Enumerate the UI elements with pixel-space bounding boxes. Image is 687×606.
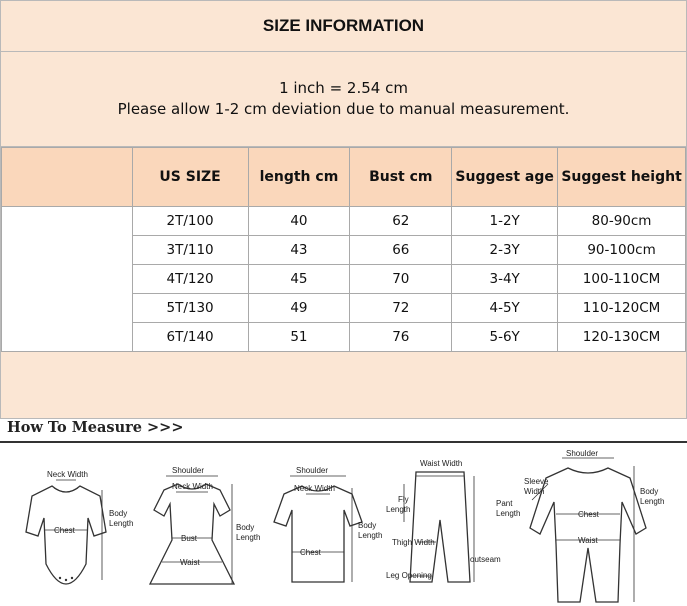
size-info-title: SIZE INFORMATION	[1, 1, 686, 52]
waist-label: Waist	[578, 536, 598, 545]
dress-illustration	[150, 466, 260, 584]
body-label: Body	[236, 523, 255, 532]
table-cell: 1-2Y	[452, 207, 558, 236]
body-label: Body	[640, 487, 659, 496]
neck-width-label: Neck Width	[47, 470, 88, 479]
table-cell: 4T/120	[132, 265, 248, 294]
table-cell: 5-6Y	[452, 323, 558, 352]
panel-footer-band	[1, 352, 686, 418]
table-cell: 3T/110	[132, 236, 248, 265]
table-cell: 66	[350, 236, 452, 265]
table-cell: 40	[248, 207, 350, 236]
shoulder-label: Shoulder	[172, 466, 205, 475]
length-label: Length	[236, 533, 261, 542]
waist-width-label: Waist Width	[420, 459, 463, 468]
pant-label: Pant	[496, 499, 513, 508]
romper-illustration	[26, 470, 133, 584]
table-cell: 51	[248, 323, 350, 352]
shoulder-label: Shoulder	[566, 449, 599, 458]
size-table	[1, 147, 686, 352]
neck-width-label: Neck Width	[294, 484, 335, 493]
table-cell: 120-130CM	[558, 323, 686, 352]
pants-illustration	[386, 459, 520, 582]
table-cell: 100-110CM	[558, 265, 686, 294]
table-cell: 72	[350, 294, 452, 323]
how-to-measure-illustrations	[0, 444, 687, 606]
leg-opening-label: Leg Opening	[386, 571, 432, 580]
inch-conversion-note: 1 inch = 2.54 cm	[279, 79, 408, 97]
how-to-measure-heading: How To Measure >>>	[7, 419, 184, 436]
table-cell: 70	[350, 265, 452, 294]
table-cell: 2T/100	[132, 207, 248, 236]
body-label: Body	[358, 521, 377, 530]
shoulder-label: Shoulder	[296, 466, 329, 475]
length-label: Length	[496, 509, 521, 518]
outseam-label: outseam	[470, 555, 501, 564]
measurement-notes	[1, 52, 686, 147]
table-cell: 76	[350, 323, 452, 352]
chest-label: Chest	[578, 510, 599, 519]
jumpsuit-illustration	[524, 449, 664, 602]
row-stub	[2, 207, 133, 352]
tshirt-illustration	[274, 466, 382, 582]
table-cell: 49	[248, 294, 350, 323]
header-stub	[2, 148, 133, 207]
fly-label: Fly	[398, 495, 409, 504]
table-cell: 45	[248, 265, 350, 294]
length-label: Length	[358, 531, 383, 540]
column-header: Bust cm	[350, 148, 452, 207]
length-label: Length	[109, 519, 134, 528]
deviation-note: Please allow 1-2 cm deviation due to manual measurement.	[117, 100, 570, 118]
table-cell: 110-120CM	[558, 294, 686, 323]
length-label: Length	[386, 505, 411, 514]
table-cell: 5T/130	[132, 294, 248, 323]
width-label: Width	[524, 487, 545, 496]
size-table-header	[2, 148, 686, 207]
neck-width-label: Neck Width	[172, 482, 213, 491]
table-cell: 62	[350, 207, 452, 236]
table-cell: 80-90cm	[558, 207, 686, 236]
column-header: Suggest height	[558, 148, 686, 207]
sleeve-label: Sleeve	[524, 477, 549, 486]
table-row	[2, 207, 686, 236]
body-label: Body	[109, 509, 128, 518]
table-cell: 6T/140	[132, 323, 248, 352]
chest-label: Chest	[300, 548, 321, 557]
section-divider	[0, 441, 687, 443]
table-cell: 43	[248, 236, 350, 265]
waist-label: Waist	[180, 558, 200, 567]
table-cell: 3-4Y	[452, 265, 558, 294]
column-header: length cm	[248, 148, 350, 207]
column-header: Suggest age	[452, 148, 558, 207]
chest-label: Chest	[54, 526, 75, 535]
length-label: Length	[640, 497, 665, 506]
table-cell: 4-5Y	[452, 294, 558, 323]
table-cell: 90-100cm	[558, 236, 686, 265]
thigh-width-label: Thigh Width	[392, 538, 435, 547]
bust-label: Bust	[181, 534, 198, 543]
column-header: US SIZE	[132, 148, 248, 207]
table-cell: 2-3Y	[452, 236, 558, 265]
